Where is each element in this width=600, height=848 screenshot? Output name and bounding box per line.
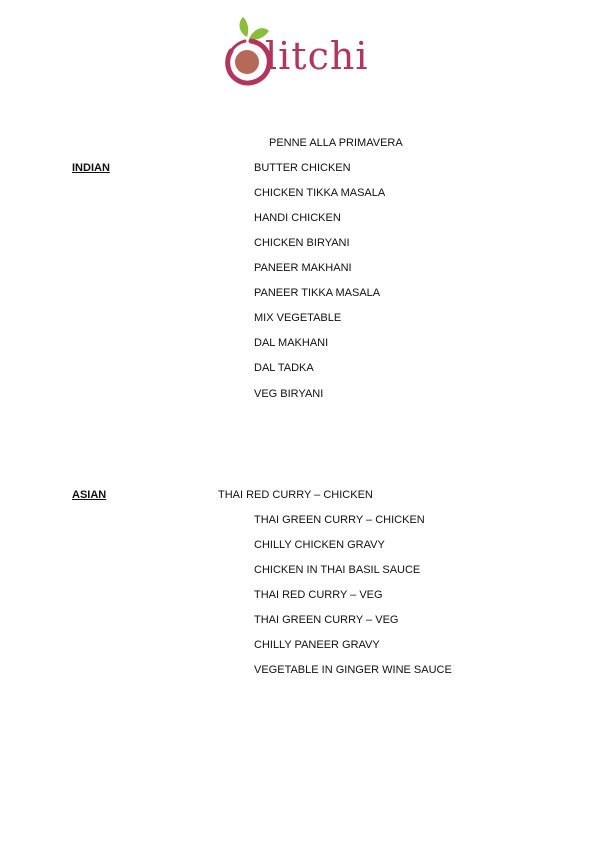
asian-item: VEGETABLE IN GINGER WINE SAUCE [254, 664, 452, 676]
asian-item: CHILLY PANEER GRAVY [254, 639, 380, 651]
indian-item: BUTTER CHICKEN [254, 162, 351, 174]
asian-item: CHICKEN IN THAI BASIL SAUCE [254, 564, 421, 576]
indian-item: HANDI CHICKEN [254, 212, 341, 224]
indian-item: MIX VEGETABLE [254, 312, 342, 324]
indian-item: PANEER MAKHANI [254, 262, 352, 274]
litchi-logo [217, 15, 387, 87]
indian-item: PANEER TIKKA MASALA [254, 287, 381, 299]
asian-item: THAI GREEN CURRY – VEG [254, 614, 399, 626]
menu-item-top: PENNE ALLA PRIMAVERA [269, 137, 403, 149]
section-heading-asian: ASIAN [72, 489, 107, 501]
indian-item: DAL MAKHANI [254, 337, 329, 349]
logo-wordmark: litchi [265, 34, 369, 78]
indian-item: CHICKEN TIKKA MASALA [254, 187, 386, 199]
asian-item: THAI RED CURRY – VEG [254, 589, 383, 601]
indian-item: DAL TADKA [254, 362, 314, 374]
section-heading-indian: INDIAN [72, 162, 110, 174]
asian-item: CHILLY CHICKEN GRAVY [254, 539, 385, 551]
indian-item: CHICKEN BIRYANI [254, 237, 350, 249]
asian-item: THAI RED CURRY – CHICKEN [218, 489, 373, 501]
indian-item: VEG BIRYANI [254, 388, 324, 400]
asian-item: THAI GREEN CURRY – CHICKEN [254, 514, 425, 526]
